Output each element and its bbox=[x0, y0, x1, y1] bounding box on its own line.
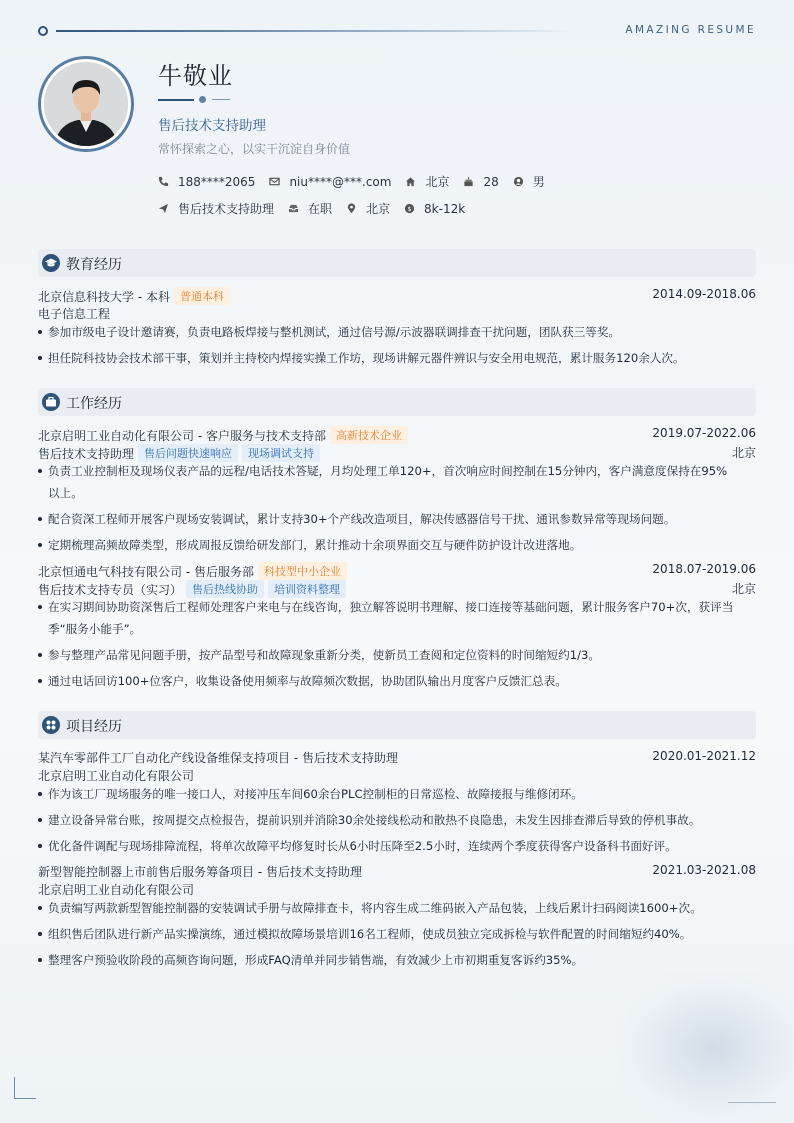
list-item: 负责编写两款新型智能控制器的安装调试手册与故障排查卡，将内容生成二维码嵌入产品包装，上线后累计扫码阅读1600+次。 bbox=[38, 897, 756, 920]
contact-row bbox=[158, 173, 559, 190]
email-item bbox=[269, 175, 391, 189]
phone-item bbox=[158, 175, 255, 189]
money-icon bbox=[404, 203, 415, 214]
company-name: 北京恒通电气科技有限公司 - 售后服务部 bbox=[38, 565, 254, 579]
project-org: 北京启明工业自动化有限公司 bbox=[38, 769, 195, 783]
list-item: 参与整理产品常见问题手册，按产品型号和故障现象重新分类，使新员工查阅和定位资料的时间缩短约1/3。 bbox=[38, 644, 756, 667]
project-period: 2020.01-2021.12 bbox=[652, 749, 756, 763]
job-title: 售后技术支持助理 bbox=[158, 118, 266, 134]
education-period: 2014.09-2018.06 bbox=[652, 287, 756, 301]
phone-value: 188****2065 bbox=[178, 174, 256, 189]
role-tag: 售后问题快速响应 bbox=[138, 444, 238, 462]
section-title: 教育经历 bbox=[66, 257, 122, 273]
inbox-icon bbox=[288, 203, 299, 214]
target-job-item bbox=[158, 200, 274, 217]
list-item: 负责工业控制柜及现场仪表产品的远程/电话技术答疑，月均处理工单120+，首次响应时间控制在15分钟内，客户满意度保持在95% bbox=[38, 460, 756, 483]
project-row bbox=[38, 863, 756, 880]
corner-decoration bbox=[14, 1077, 36, 1099]
top-bar bbox=[38, 24, 756, 38]
school-tag: 普通本科 bbox=[174, 287, 230, 305]
age-item bbox=[463, 175, 498, 189]
graduation-cap-icon bbox=[42, 254, 60, 272]
role-tag: 售后热线协助 bbox=[186, 580, 264, 598]
age-value: 28 bbox=[483, 174, 499, 189]
major: 电子信息工程 bbox=[38, 307, 111, 321]
work-company-row bbox=[38, 562, 756, 580]
salary-item bbox=[404, 202, 465, 216]
list-item-continuation: 以上。 bbox=[48, 486, 83, 500]
top-divider bbox=[56, 30, 576, 32]
gender-value: 男 bbox=[532, 175, 545, 189]
target-job-value: 售后技术支持助理 bbox=[178, 202, 275, 216]
education-header bbox=[38, 249, 756, 277]
list-item: 整理客户预验收阶段的高频咨询问题，形成FAQ清单并同步销售端，有效减少上市初期重复客诉约35%。 bbox=[38, 949, 756, 972]
background-glow bbox=[615, 972, 794, 1123]
location-pin-icon bbox=[346, 203, 357, 214]
company-tag: 科技型中小企业 bbox=[258, 562, 347, 580]
list-item: 优化备件调配与现场排障流程，将单次故障平均修复时长从6小时压降至2.5小时，连续两个季度获得客户设备科书面好评。 bbox=[38, 835, 756, 858]
hometown-item bbox=[405, 173, 449, 190]
status-item bbox=[288, 200, 332, 217]
project-name: 新型智能控制器上市前售后服务筹备项目 - 售后技术支持助理 bbox=[38, 865, 362, 879]
city-value: 北京 bbox=[366, 202, 391, 216]
brand-label: AMAZING RESUME bbox=[625, 24, 756, 36]
salary-value: 8k-12k bbox=[424, 201, 466, 216]
job-intent-row bbox=[158, 200, 479, 217]
work-period: 2019.07-2022.06 bbox=[652, 426, 756, 440]
project-org: 北京启明工业自动化有限公司 bbox=[38, 883, 195, 897]
mail-icon bbox=[269, 176, 280, 187]
name-decoration bbox=[158, 96, 238, 104]
grid-icon bbox=[42, 716, 60, 734]
project-name: 某汽车零部件工厂自动化产线设备维保支持项目 - 售后技术支持助理 bbox=[38, 751, 398, 765]
phone-icon bbox=[158, 176, 169, 187]
school-name: 北京信息科技大学 - 本科 bbox=[38, 290, 170, 304]
list-item: 作为该工厂现场服务的唯一接口人，对接冲压车间60余台PLC控制柜的日常巡检、故障接报与维修闭环。 bbox=[38, 783, 756, 806]
role-name: 售后技术支持专员（实习） bbox=[38, 583, 183, 597]
list-item: 参加市级电子设计邀请赛，负责电路板焊接与整机测试，通过信号源/示波器联调排查干扰问题，团队获三等奖。 bbox=[38, 321, 756, 344]
list-item: 定期梳理高频故障类型，形成周报反馈给研发部门，累计推动十余项界面交互与硬件防护设计改进落地。 bbox=[38, 534, 756, 557]
role-name: 售后技术支持助理 bbox=[38, 447, 135, 461]
status-value: 在职 bbox=[308, 202, 333, 216]
gender-item bbox=[513, 173, 545, 190]
project-row bbox=[38, 749, 756, 766]
candidate-name: 牛敬业 bbox=[158, 62, 233, 90]
svg-text:$: $ bbox=[407, 204, 412, 213]
avatar bbox=[38, 56, 134, 152]
education-row bbox=[38, 287, 756, 305]
list-item: 配合资深工程师开展客户现场安装调试，累计支持30+个产线改造项目，解决传感器信号干扰、通讯参数异常等现场问题。 bbox=[38, 508, 756, 531]
ring-icon bbox=[38, 26, 48, 36]
list-item-continuation: 季“服务小能手”。 bbox=[48, 622, 142, 636]
footer-line bbox=[728, 1102, 776, 1103]
list-item: 通过电话回访100+位客户，收集设备使用频率与故障频次数据，协助团队输出月度客户反馈汇总表。 bbox=[38, 670, 756, 693]
city-item bbox=[346, 200, 390, 217]
role-tag: 现场调试支持 bbox=[242, 444, 320, 462]
email-value: niu****@***.com bbox=[289, 174, 392, 189]
company-name: 北京启明工业自动化有限公司 - 客户服务与技术支持部 bbox=[38, 429, 326, 443]
home-icon bbox=[405, 176, 416, 187]
work-city: 北京 bbox=[731, 582, 756, 596]
role-tag: 培训资料整理 bbox=[268, 580, 346, 598]
send-icon bbox=[158, 203, 169, 214]
list-item: 建立设备异常台账，按周提交点检报告，提前识别并消除30余处接线松动和散热不良隐患，未发生因排查滞后导致的停机事故。 bbox=[38, 809, 756, 832]
motto: 常怀探索之心，以实干沉淀自身价值 bbox=[158, 142, 351, 156]
section-title: 工作经历 bbox=[66, 396, 122, 412]
work-period: 2018.07-2019.06 bbox=[652, 562, 756, 576]
company-tag: 高新技术企业 bbox=[330, 426, 408, 444]
section-title: 项目经历 bbox=[66, 719, 122, 735]
briefcase-icon bbox=[42, 393, 60, 411]
work-company-row bbox=[38, 426, 756, 444]
hometown-value: 北京 bbox=[425, 175, 450, 189]
avatar-photo bbox=[44, 62, 128, 146]
list-item: 担任院科技协会技术部干事，策划并主持校内焊接实操工作坊，现场讲解元器件辨识与安全用电规范，累计服务120余人次。 bbox=[38, 347, 756, 370]
gender-icon bbox=[513, 176, 524, 187]
work-header bbox=[38, 388, 756, 416]
projects-header bbox=[38, 711, 756, 739]
work-city: 北京 bbox=[731, 446, 756, 460]
list-item: 在实习期间协助资深售后工程师处理客户来电与在线咨询，独立解答说明书理解、接口连接等基础问题，累计服务客户70+次，获评当 bbox=[38, 596, 756, 619]
list-item: 组织售后团队进行新产品实操演练，通过模拟故障场景培训16名工程师，使成员独立完成拆检与软件配置的时间缩短约40%。 bbox=[38, 923, 756, 946]
cake-icon bbox=[463, 176, 474, 187]
project-period: 2021.03-2021.08 bbox=[652, 863, 756, 877]
